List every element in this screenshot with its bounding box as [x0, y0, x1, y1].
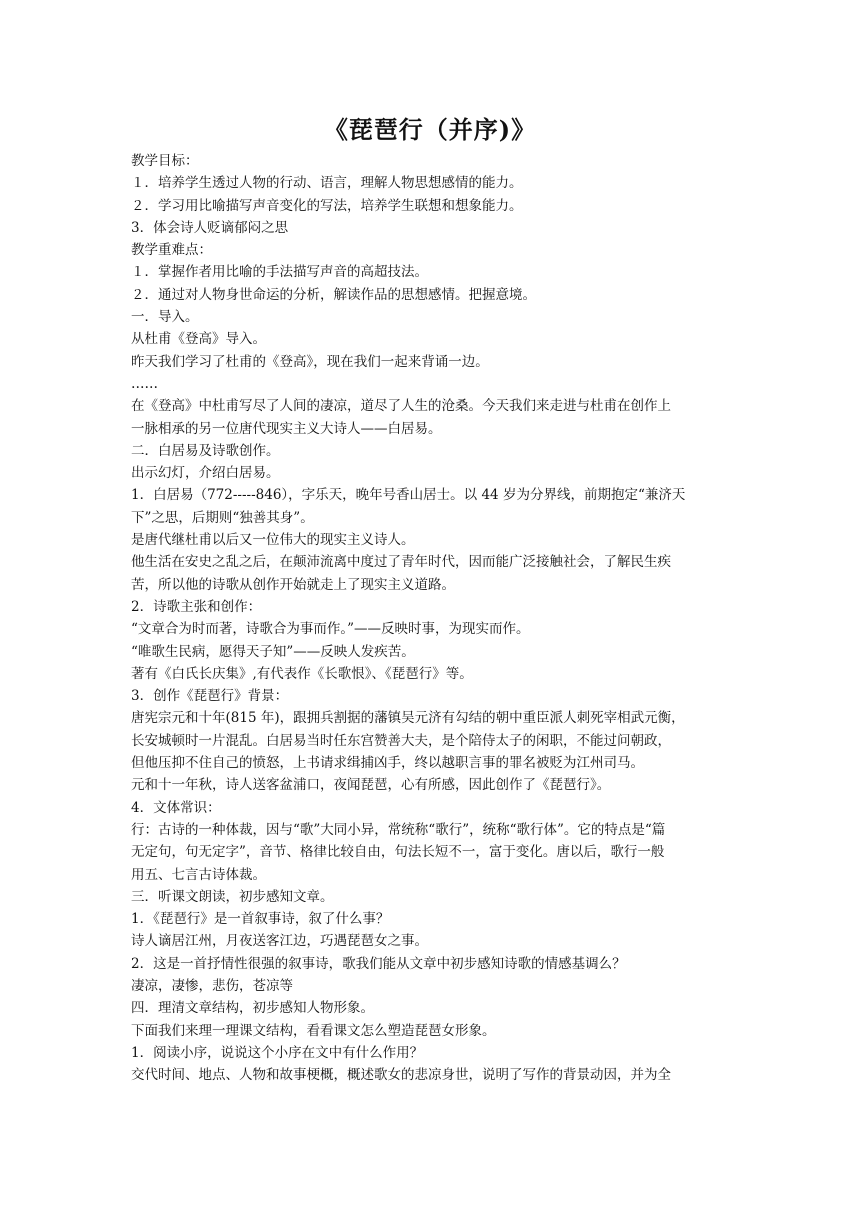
text-line: 四．理清文章结构，初步感知人物形象。 — [131, 1000, 374, 1017]
text-line: 出示幻灯，介绍白居易。 — [131, 465, 280, 482]
text-line: 一脉相承的另一位唐代现实主义大诗人——白居易。 — [131, 420, 442, 437]
text-line: 4．文体常识： — [131, 799, 221, 816]
text-line: 一．导入。 — [131, 309, 199, 326]
text-line: 在《登高》中杜甫写尽了人间的凄凉，道尽了人生的沧桑。今天我们来走进与杜甫在创作上 — [131, 398, 671, 415]
text-line: 1．阅读小序，说说这个小序在文中有什么作用？ — [131, 1044, 424, 1061]
text-line: 唐宪宗元和十年(815 年)，跟拥兵割据的藩镇吴元济有勾结的朝中重臣派人刺死宰相武元衡， — [131, 710, 685, 727]
text-line: 交代时间、地点、人物和故事梗概，概述歌女的悲凉身世，说明了写作的背景动因，并为全 — [131, 1067, 671, 1084]
text-line: 著有《白氏长庆集》,有代表作《长歌恨》、《琵琶行》等。 — [131, 665, 473, 682]
text-line: 下”之思，后期则“独善其身”。 — [131, 509, 314, 526]
document-title: 《琵琶行（并序)》 — [323, 115, 537, 144]
text-line: 用五、七言古诗体裁。 — [131, 866, 266, 883]
text-line: …… — [131, 375, 158, 392]
text-line: 苦，所以他的诗歌从创作开始就走上了现实主义道路。 — [131, 576, 455, 593]
text-line: 教学重难点： — [131, 242, 212, 259]
text-line: “唯歌生民病，愿得天子知”——反映人发疾苦。 — [131, 643, 415, 660]
text-line: 教学目标： — [131, 153, 199, 169]
text-line: ２．通过对人物身世命运的分析，解读作品的思想感情。把握意境。 — [131, 286, 536, 303]
text-line: 无定句，句无定字”，音节、格律比较自由，句法长短不一，富于变化。唐以后，歌行一般 — [131, 844, 665, 861]
text-line: １．培养学生透过人物的行动、语言，理解人物思想感情的能力。 — [131, 175, 523, 192]
text-line: 1．白居易（772-----846），字乐天，晚年号香山居士。以 44 岁为分界线，前期抱定“兼济天 — [131, 487, 686, 504]
text-line: 从杜甫《登高》导入。 — [131, 331, 266, 348]
text-line: １．掌握作者用比喻的手法描写声音的高超技法。 — [131, 264, 428, 281]
text-line: 元和十一年秋，诗人送客盆浦口，夜闻琵琶，心有所感，因此创作了《琵琶行》。 — [131, 777, 611, 794]
text-line: 他生活在安史之乱之后，在颠沛流离中度过了青年时代，因而能广泛接触社会，了解民生疾 — [131, 554, 671, 571]
text-line: 2．这是一首抒情性很强的叙事诗，歌我们能从文章中初步感知诗歌的情感基调么？ — [131, 955, 626, 972]
text-line: 行：古诗的一种体裁，因与“歌”大同小异，常统称“歌行”，统称“歌行体”。它的特点是“篇 — [131, 821, 666, 838]
text-line: 1．《琵琶行》是一首叙事诗，叙了什么事？ — [131, 911, 390, 928]
text-line: 2．诗歌主张和创作： — [131, 598, 262, 615]
text-line: 凄凉，凄惨，悲伤，苍凉等 — [131, 977, 293, 994]
text-line: 昨天我们学习了杜甫的《登高》，现在我们一起来背诵一边。 — [131, 353, 489, 370]
text-line: 诗人谪居江州，月夜送客江边，巧遇琵琶女之事。 — [131, 933, 428, 950]
text-line: 三．听课文朗读，初步感知文章。 — [131, 888, 334, 905]
text-line: “文章合为时而著，诗歌合为事而作。”——反映时事，为现实而作。 — [131, 621, 530, 638]
text-line: 但他压抑不住自己的愤怒，上书请求缉捕凶手，终以越职言事的罪名被贬为江州司马。 — [131, 755, 644, 772]
text-line: 是唐代继杜甫以后又一位伟大的现实主义诗人。 — [131, 532, 415, 549]
document-body — [131, 150, 737, 1086]
text-line: 长安城顿时一片混乱。白居易当时任东宫赞善大夫，是个陪侍太子的闲职，不能过问朝政， — [131, 732, 671, 749]
text-line: 二．白居易及诗歌创作。 — [131, 442, 280, 459]
text-line: 3．体会诗人贬谪郁闷之思 — [131, 219, 289, 236]
text-line: 3．创作《琵琶行》背景： — [131, 688, 289, 705]
text-line: 下面我们来理一理课文结构，看看课文怎么塑造琵琶女形象。 — [131, 1022, 496, 1039]
text-line: ２．学习用比喻描写声音变化的写法，培养学生联想和想象能力。 — [131, 197, 523, 214]
